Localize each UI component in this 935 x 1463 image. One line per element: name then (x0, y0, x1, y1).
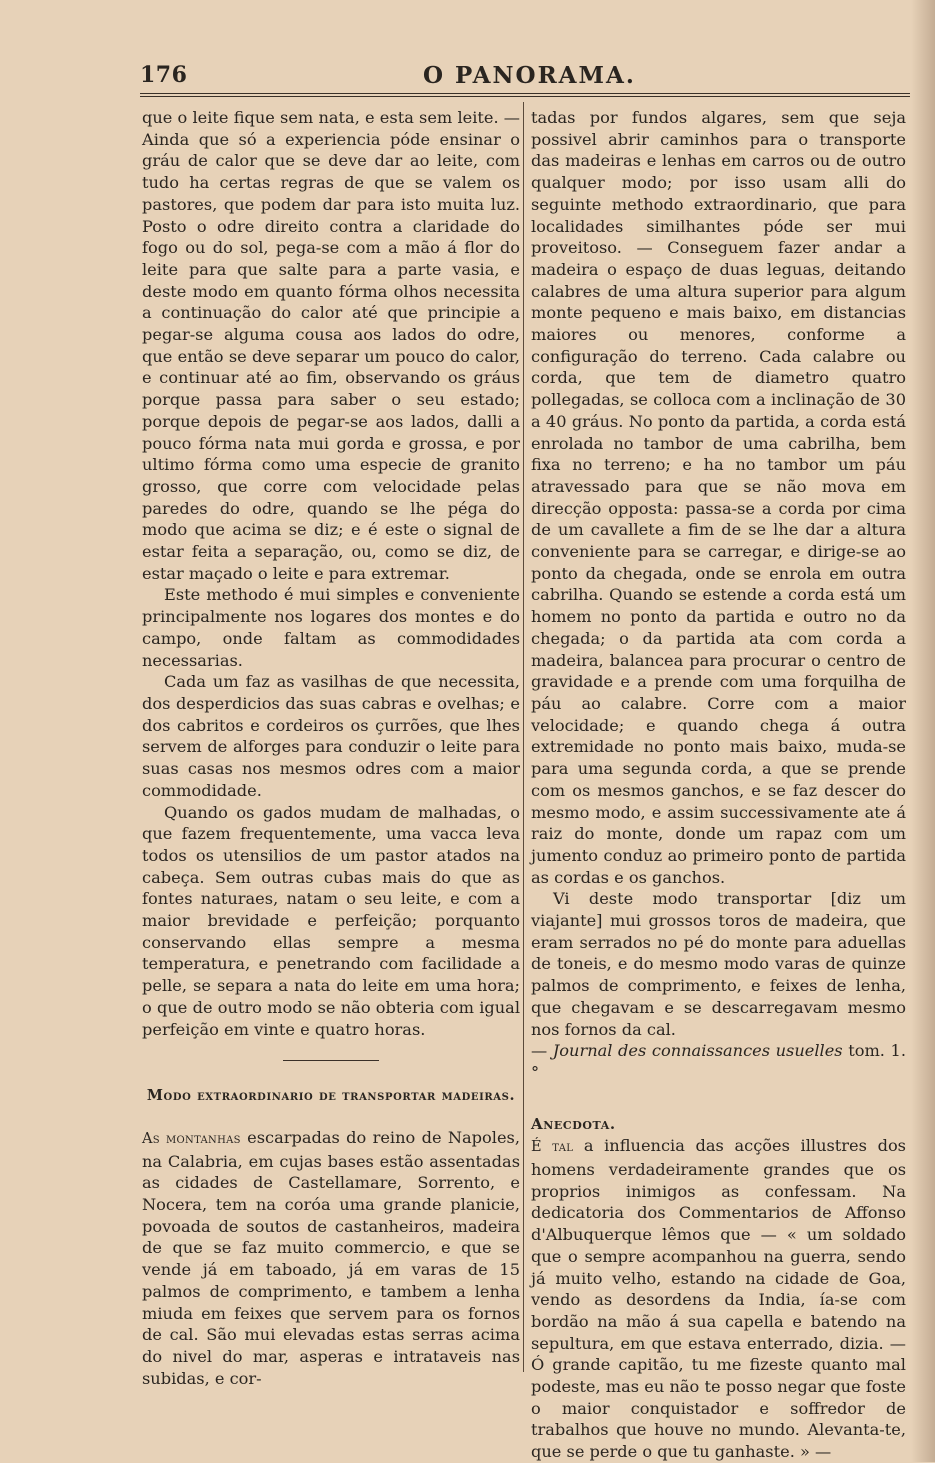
column-divider (523, 102, 524, 1372)
anecdote-lead-words: É tal (531, 1139, 574, 1156)
citation-prefix: — (531, 1041, 553, 1061)
left-paragraph-1: que o leite fique sem nata, e esta sem leite. — Ainda que só a experiencia póde ensinar o gráu de calor que se deve dar ao leite, com tudo ha certas regras de que se valem os pastores, que podem dar para isto muita luz. Posto o odre direito contra a claridade do fogo ou do sol, pega-se com a mão á flor do leite para que salte para a parte vasia, e deste modo em quanto fórma olhos necessita a continuação do calor até que principie a pegar-se alguma cousa aos lados do odre, que então se deve separar um pouco do calor, e continuar até ao fim, observando os gráus porque passa para saber o seu estado; porque depois de pegar-se aos lados, dalli a pouco fórma nata mui gorda e grossa, e por ultimo fórma como uma especie de granito grosso, que corre com velocidade pelas paredes do odre, quando se lhe péga do modo que acima se diz; e é este o signal de estar feita a separação, ou, como se diz, de estar maçado o leite e para extremar. (142, 108, 520, 583)
page-header (140, 62, 910, 92)
left-paragraph-4: Quando os gados mudam de malhadas, o que fazem frequentemente, uma vacca leva todos os utensilios de um pastor atados na cabeça. Sem outras cubas mais do que as fontes naturaes, natam o seu leite, e com a maior brevidade e perfeição; porquanto conservando ellas sempre a mesma temperatura, e penetrando com facilidade a pelle, se separa a nata do leite em uma hora; o que de outro modo se não obteria com igual perfeição em vinte e quatro horas. (142, 802, 520, 1039)
citation-suffix: tom. 1.° (531, 1041, 906, 1082)
right-paragraph-2: Vi deste modo transportar [diz um viajante] mui grossos toros de madeira, que eram serrados no pé do monte para aduellas de toneis, e do mesmo modo varas de quinze palmos de comprimento, e feixes de lenha, que chegavam e se descarregavam mesmo nos fornos da cal. (531, 889, 906, 1039)
page-edge-shadow (911, 0, 935, 1462)
section-body-text: escarpadas do reino de Napoles, na Calabria, em cujas bases estão assentadas as cidades de Castellamare, Sorrento, e Nocera, tem na coróa uma grande planicie, povoada de soutos de castanheiros, madeira de que se faz muito commercio, e que se vende já em taboado, já em varas de 15 palmos de comprimento, e tambem a lenha miuda em feixes que servem para os fornos de cal. São mui elevadas estas serras acima do nivel do mar, asperas e intrataveis nas subidas, e cor- (142, 1127, 520, 1388)
journal-title: O PANORAMA. (423, 62, 636, 89)
section-title-text: Modo extraordinario de transportar madeiras. (146, 1087, 516, 1105)
header-rule (140, 93, 910, 94)
right-column (531, 107, 906, 1463)
page-number: 176 (140, 62, 188, 88)
header-rule-double (140, 96, 910, 97)
left-paragraph-3: Cada um faz as vasilhas de que necessita, dos desperdicios das suas cabras e ovelhas; e dos cabritos e cordeiros os çurrões, que lhes servem de alforges para conduzir o leite para suas casas nos mesmos odres com a maior commodidade. (142, 672, 520, 800)
citation (531, 1040, 906, 1083)
left-paragraph-2: Este methodo é mui simples e conveniente principalmente nos logares dos montes e do campo, onde faltam as commodidades necessarias. (142, 585, 520, 670)
anecdote-title (531, 1114, 906, 1136)
section-paragraph (142, 1127, 520, 1389)
section-title (142, 1085, 520, 1107)
anecdote-body-text: a influencia das acções illustres dos homens verdadeiramente grandes que os proprios inimigos as confessam. Na dedicatoria dos Commentarios de Affonso d'Albuquerque lêmos que — « um soldado que o sempre acompanhou na guerra, sendo já muito velho, estando na cidade de Goa, vendo as desordens da India, ía-se com bordão na mão á sua capella e batendo na sepultura, em que estava enterrado, dizia. — Ó grande capitão, tu me fizeste quanto mal podeste, mas eu não te posso negar que foste o maior conquistador e soffredor de trabalhos que houve no mundo. Alevanta-te, que se perde o que tu ganhaste. » — (531, 1136, 906, 1462)
left-column (142, 107, 520, 1389)
anecdote-paragraph (531, 1135, 906, 1463)
citation-journal: Journal des connaissances usuelles (552, 1041, 843, 1061)
section-lead-words: As montanhas (142, 1130, 241, 1147)
right-paragraph-1: tadas por fundos algares, sem que seja possivel abrir caminhos para o transporte das madeiras e lenhas em carros ou de outro qualquer modo; por isso usam alli do seguinte methodo extraordinario, que para localidades similhantes póde ser mui proveitoso. — Conseguem fazer andar a madeira o espaço de duas leguas, deitando calabres de uma altura superior para algum monte pequeno e mais baixo, em distancias maiores ou menores, conforme a configuração do terreno. Cada calabre ou corda, que tem de diametro quatro pollegadas, se colloca com a inclinação de 30 a 40 gráus. No ponto da partida, a corda está enrolada no tambor de uma cabrilha, bem fixa no terreno; e ha no tambor um páu atravessado para que se não mova em direcção opposta: passa-se a corda por cima de um cavallete a fim de se lhe dar a altura conveniente para se carregar, e dirige-se ao ponto da chegada, onde se enrola em outra cabrilha. Quando se estende a corda está um homem no ponto da partida e outro no da chegada; o da partida ata com corda a madeira, balancea para procurar o centro de gravidade e a prende com uma forquilha de páu ao calabre. Corre com a maior velocidade; e quando chega á outra extremidade no ponto mais baixo, muda-se para uma segunda corda, a que se prende com os mesmos ganchos, e se faz descer do mesmo modo, e assim successivamente ate á raiz do monte, donde um rapaz com um jumento conduz ao primeiro ponto de partida as cordas e os ganchos. (531, 108, 906, 887)
anecdote-title-text: Anecdota. (531, 1114, 616, 1133)
